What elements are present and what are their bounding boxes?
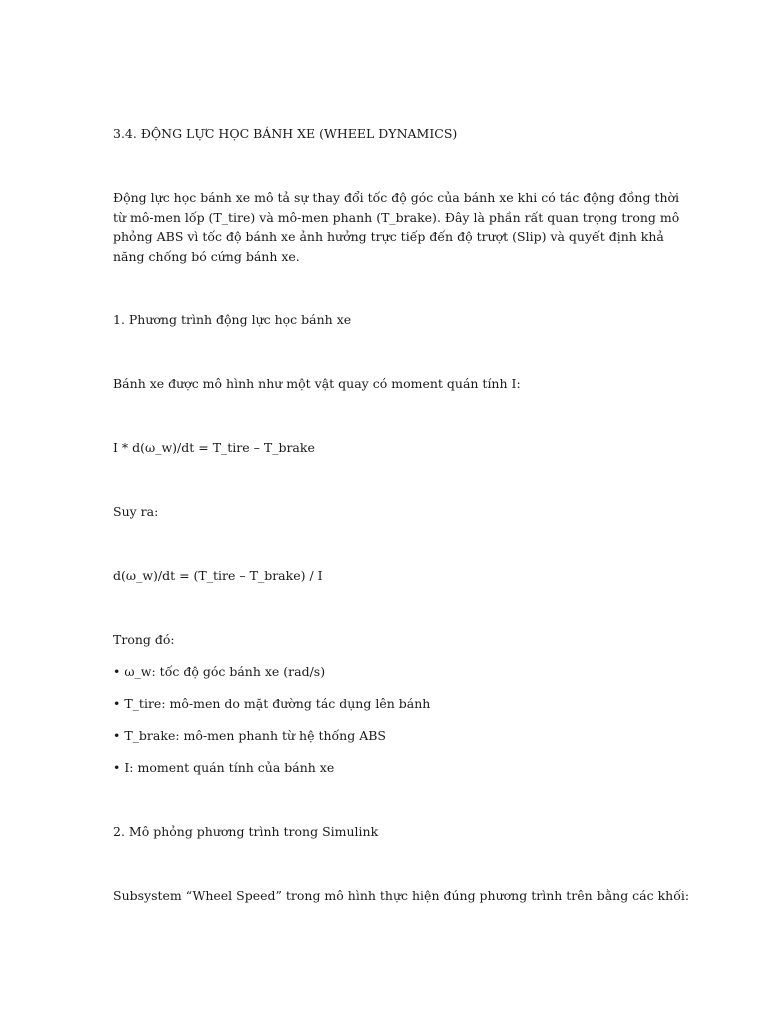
intro-line: từ mô-men lốp (T_tire) và mô-men phanh (T_brake). Đây là phần rất quan trọng trong mô: [113, 209, 680, 225]
where-label: Trong đó:: [113, 632, 175, 647]
section-heading: 3.4. ĐỘNG LỰC HỌC BÁNH XE (WHEEL DYNAMICS): [113, 126, 458, 141]
intro-line: Động lực học bánh xe mô tả sự thay đổi tốc độ góc của bánh xe khi có tác động đồng thời: [113, 190, 680, 205]
subsection-title: 1. Phương trình động lực học bánh xe: [113, 312, 352, 327]
definition-item: • T_tire: mô-men do mặt đường tác dụng lên bánh: [113, 696, 431, 711]
intro-paragraph: [113, 188, 680, 266]
equation: d(ω_w)/dt = (T_tire – T_brake) / I: [113, 568, 323, 583]
subsystem-sentence: Subsystem “Wheel Speed” trong mô hình thực hiện đúng phương trình trên bằng các khối:: [113, 888, 690, 903]
derive-label: Suy ra:: [113, 504, 159, 519]
model-sentence: Bánh xe được mô hình như một vật quay có moment quán tính I:: [113, 376, 521, 391]
equation: I * d(ω_w)/dt = T_tire – T_brake: [113, 440, 315, 455]
intro-line: phỏng ABS vì tốc độ bánh xe ảnh hưởng trực tiếp đến độ trượt (Slip) và quyết định khả: [113, 229, 664, 244]
subsection-title: 2. Mô phỏng phương trình trong Simulink: [113, 824, 379, 839]
intro-line: năng chống bó cứng bánh xe.: [113, 248, 300, 264]
definition-item: • T_brake: mô-men phanh từ hệ thống ABS: [113, 728, 386, 743]
definition-item: • I: moment quán tính của bánh xe: [113, 760, 335, 775]
definition-item: • ω_w: tốc độ góc bánh xe (rad/s): [113, 664, 326, 679]
